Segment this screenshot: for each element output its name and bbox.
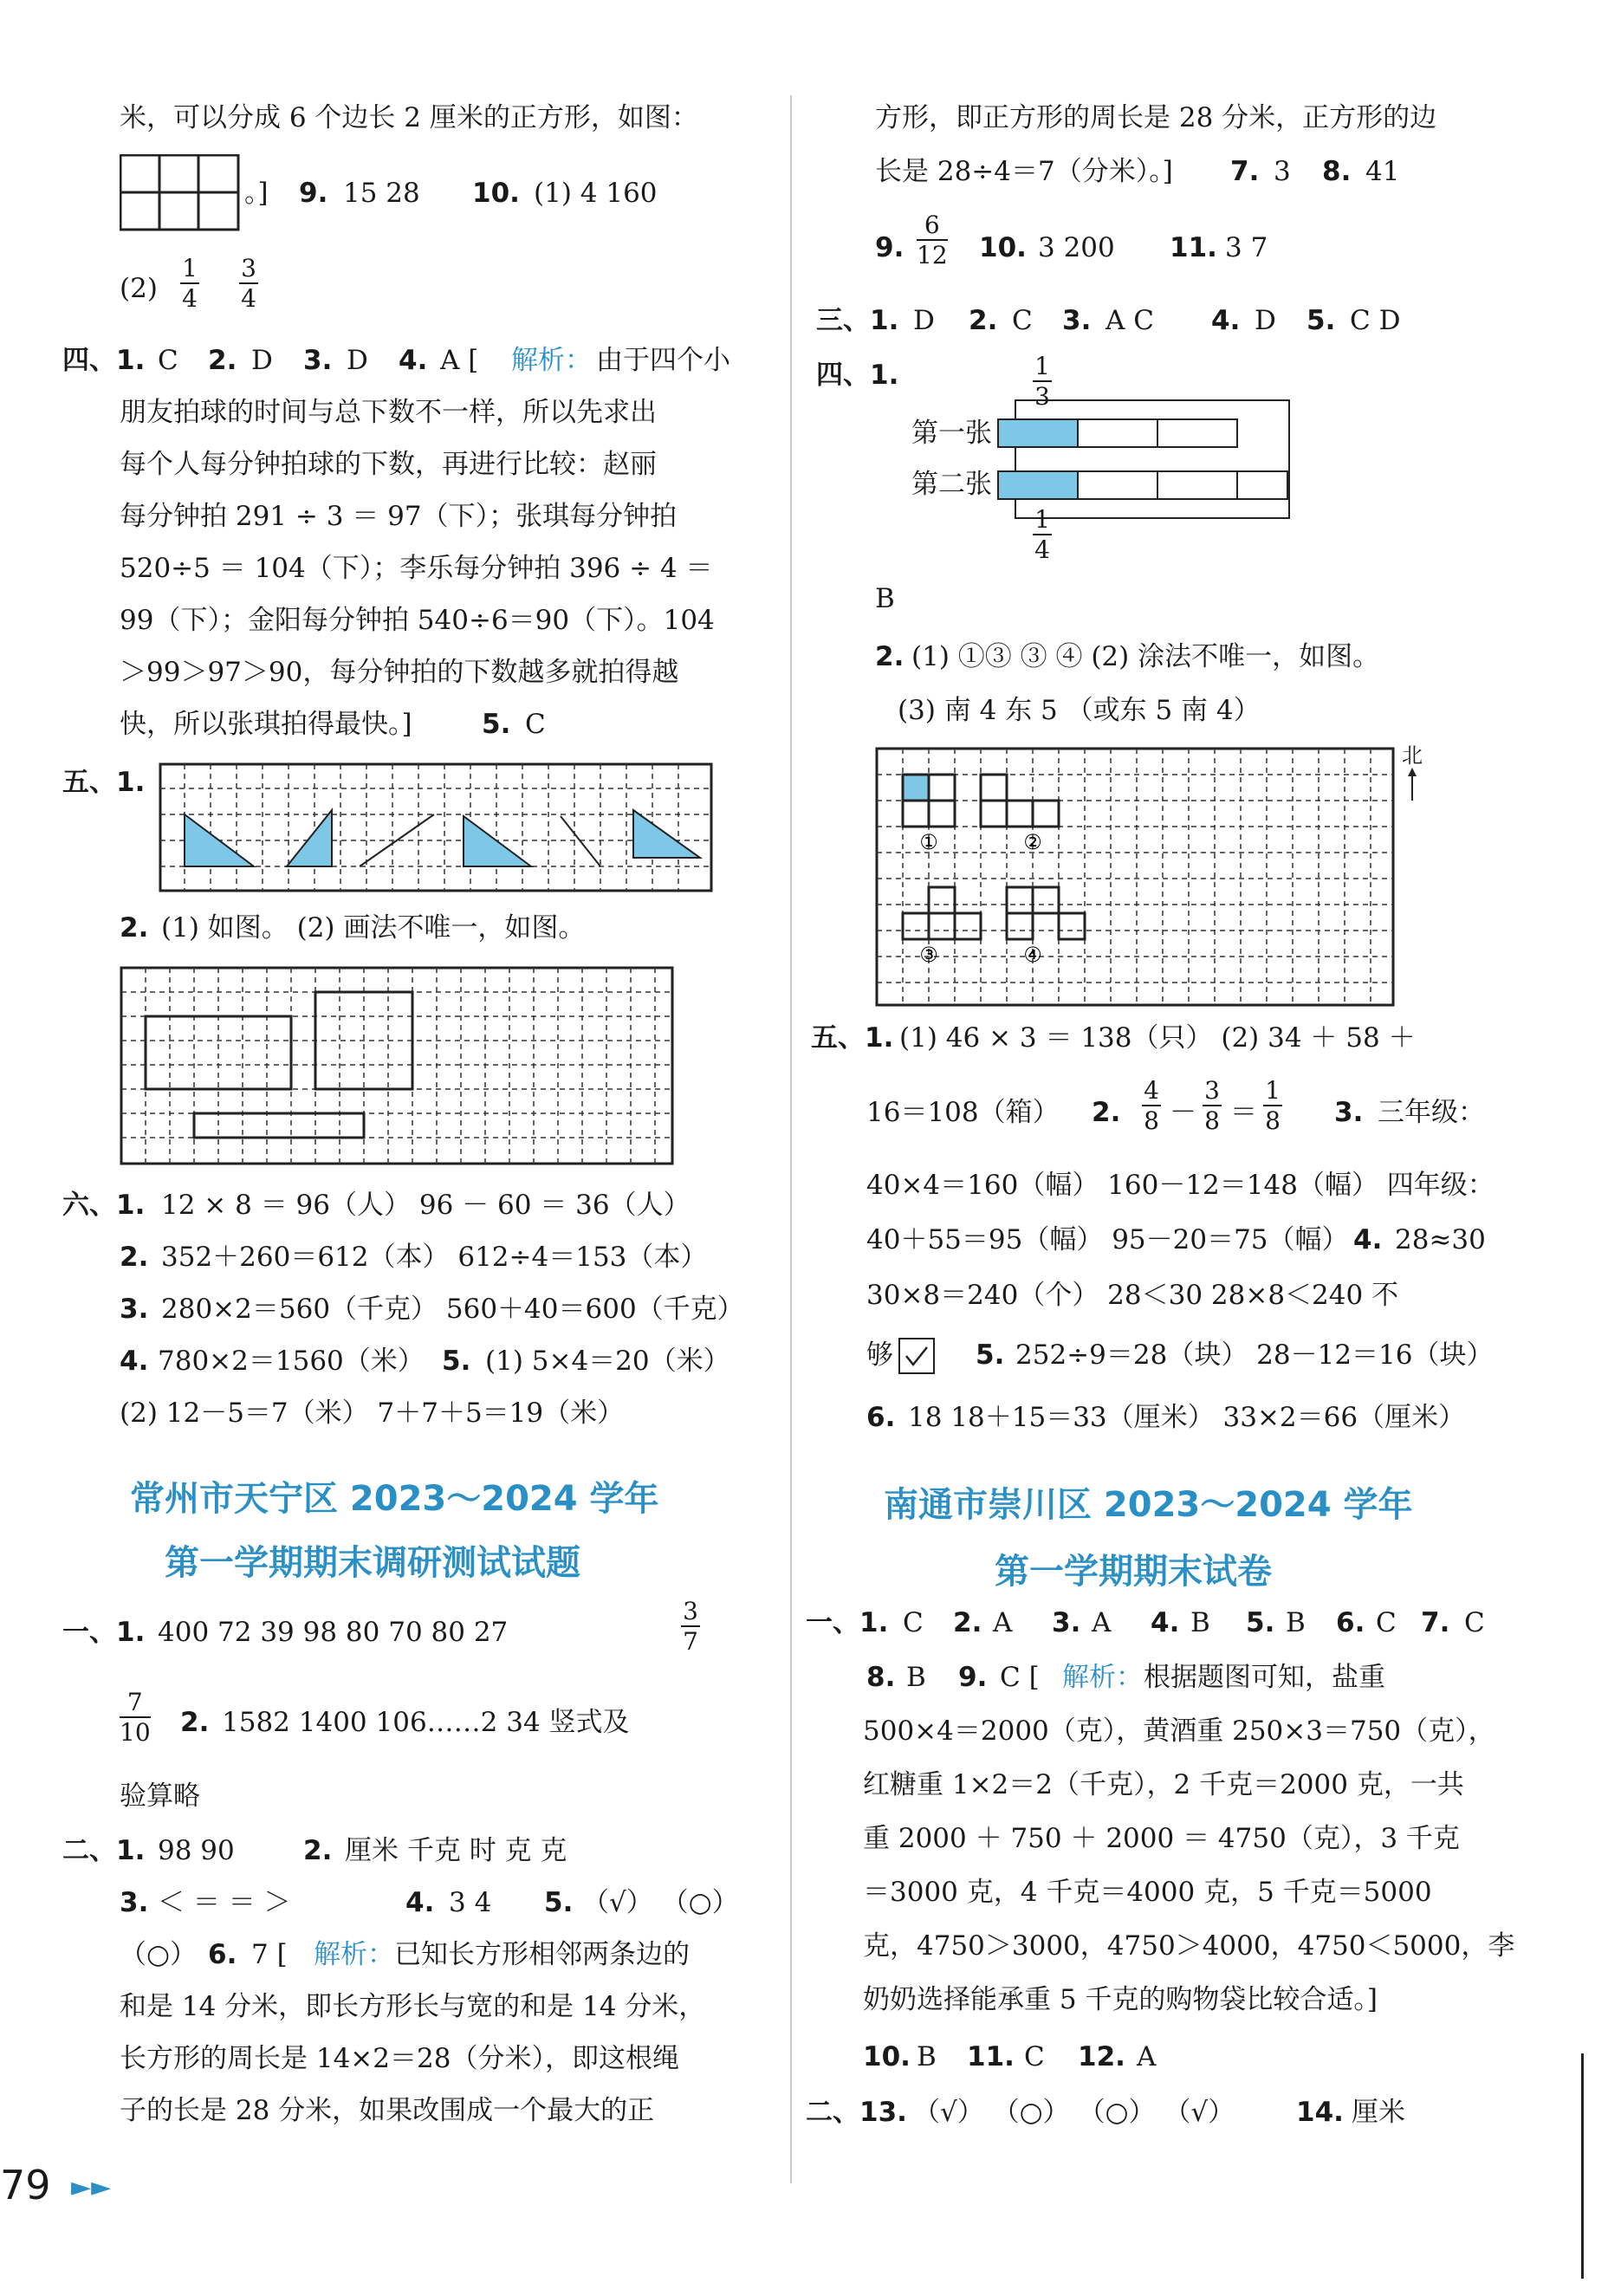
item-number: 14. [1296,2097,1344,2128]
item-number: 3. [1334,1097,1364,1128]
analysis-label: 解析： [1062,1662,1143,1693]
item-number: 11. [967,2041,1015,2072]
item-number: 8. [866,1662,896,1693]
item-number: 4. [399,345,428,376]
answer: C [ [1000,1662,1040,1693]
page-arrows-icon: ►► [71,2172,112,2202]
text-line: 由于四个小 [596,345,730,376]
text-line: (1) 如图。 (2) 画法不唯一，如图。 [161,912,586,944]
item-number: 7. [1421,1607,1450,1638]
answer: 15 28 [343,178,420,209]
text-line: 18 18＋15＝33（厘米） 33×2＝66（厘米） [908,1402,1466,1433]
shaded-part [998,419,1078,447]
text-line: 验算略 [120,1780,200,1812]
operator: ＝ [1230,1097,1257,1128]
item-number: 5. [442,1346,471,1377]
section-heading: 第一学期期末试卷 [995,1552,1272,1592]
answer: B [1286,1607,1306,1638]
item-number: 3. [120,1294,149,1325]
triangle-shape [464,816,531,866]
item-number: 2. [180,1707,210,1738]
fraction: $\frac{6}{12}$ [917,211,948,270]
answer: C [158,345,178,376]
fraction: $\frac{7}{10}$ [120,1688,151,1748]
item-number: 9. [299,178,328,209]
item-number: 2. [969,305,998,336]
answer: A [1137,2041,1157,2072]
answer: C [1464,1607,1485,1638]
checked-box-icon [898,1337,936,1375]
page-number: 79 [0,2162,51,2208]
shaded-square [903,775,929,801]
item-number: 7. [1230,156,1260,187]
item-number: 2. [208,345,237,376]
section-number: 一、1. [806,1607,889,1638]
text-line: 16＝108（箱） [866,1097,1060,1128]
shape-label: ② [1023,830,1042,854]
text-line: 够 [866,1339,893,1371]
section-number: 二、13. [806,2097,907,2128]
item-number: 2. [120,912,149,944]
answer: 3 [1274,156,1291,187]
answer: 厘米 [1352,2097,1405,2128]
coordinate-grid-figure [875,747,1395,1007]
text-line: 红糖重 1×2＝2（千克），2 千克＝2000 克，一共 [863,1769,1464,1800]
text-line: 奶奶选择能承重 5 千克的购物袋比较合适。] [863,1984,1378,2015]
text-line: 。] [244,178,269,209]
item-number: 3. [1052,1607,1081,1638]
item-number: 5. [976,1339,1005,1371]
answer: B [906,1662,926,1693]
answer: C [1012,305,1033,336]
text-line: 500×4＝2000（克），黄酒重 250×3＝750（克）， [863,1716,1495,1747]
text-line: ＝3000 克，4 千克＝4000 克，5 千克＝5000 [863,1877,1432,1908]
answer: C [1376,1607,1397,1638]
answer: 3 7 [1225,232,1268,263]
section-number: 四、1. [816,360,899,391]
section-heading: 第一学期期末调研测试试题 [165,1543,580,1583]
text-line: 方形，即正方形的周长是 28 分米，正方形的边 [875,102,1437,133]
answer-label: (2) [120,273,158,304]
triangle-shape [633,810,700,858]
text-line: 40＋55＝95（幅） 95－20＝75（幅） [866,1224,1349,1255]
text-line: 朋友拍球的时间与总下数不一样，所以先求出 [120,397,657,428]
answer: C D [1350,305,1401,336]
shape-label: ① [919,830,938,854]
section-number: 四、1. [62,345,146,376]
answer: ＜ ＝ ＝ ＞ [158,1887,291,1918]
section-number: 二、1. [62,1835,146,1866]
shape-label: ③ [919,943,938,967]
answer: （√） （○） （○） （√） [913,2097,1235,2128]
text-line: 30×8＝240（个） 28＜30 28×8＜240 不 [866,1280,1399,1311]
answer: D [347,345,368,376]
text-line: (2) 12－5＝7（米） 7＋7＋5＝19（米） [120,1398,625,1429]
triangle-shape [185,814,254,866]
item-number: 3. [303,345,333,376]
answer: 7 [ [251,1939,288,1970]
answer: D [251,345,273,376]
item-number: 10. [472,178,520,209]
shape-label: ④ [1023,943,1042,967]
section-number: 六、1. [62,1190,146,1221]
item-number: 2. [1092,1097,1121,1128]
answer: B [875,583,895,614]
fraction: $\frac{1}{4}$ [1033,507,1052,563]
item-number: 10. [979,232,1027,263]
item-number: 4. [405,1887,435,1918]
operator: － [1170,1097,1196,1128]
answer: C [903,1607,924,1638]
rectangle-shape [194,1113,364,1138]
text-line: 352＋260＝612（本） 612÷4＝153（本） [161,1242,708,1273]
item-number: 2. [875,641,904,672]
item-number: 5. [544,1887,574,1918]
rectangles-grid-figure [120,966,674,1165]
item-number: 9. [958,1662,988,1693]
text-line: 克，4750＞3000，4750＞4000，4750＜5000，李 [863,1930,1515,1962]
shaded-part [998,471,1078,499]
item-number: 9. [875,232,904,263]
answer: 98 90 [158,1835,235,1866]
item-number: 10. [863,2041,911,2072]
triangle-shape [287,810,332,866]
section-number: 三、1. [816,305,899,336]
answer: （○） [120,1939,198,1970]
analysis-label: 解析： [511,345,592,376]
text-line: 长是 28÷4＝7（分米）。] [875,156,1173,187]
answer: 3 200 [1038,232,1115,263]
answer: C [525,709,546,740]
item-number: 6. [1336,1607,1365,1638]
text-line: (1) 5×4＝20（米） [485,1346,730,1377]
text-line: 重 2000 ＋ 750 ＋ 2000 ＝ 4750（克），3 千克 [863,1823,1460,1854]
answer: 厘米 千克 时 克 克 [345,1835,567,1866]
text-line: ＞99＞97＞90，每分钟拍的下数越多就拍得越 [120,657,679,688]
text-line: 和是 14 分米，即长方形长与宽的和是 14 分米， [120,1991,706,2022]
text-line: (1) 46 × 3 ＝ 138（只） (2) 34 ＋ 58 ＋ [899,1022,1416,1054]
item-number: 5. [1306,305,1336,336]
item-number: 4. [120,1346,149,1377]
section-heading: 常州市天宁区 2023～2024 学年 [130,1479,659,1519]
item-number: 2. [303,1835,333,1866]
text-line: 252÷9＝28（块） 28－12＝16（块） [1015,1339,1494,1371]
column-divider [790,95,792,2183]
text-line: 三年级： [1378,1097,1485,1128]
fraction: $\frac{3}{7}$ [681,1599,700,1655]
text-line: 99（下）；金阳每分钟拍 540÷6＝90（下）。104 [120,605,715,636]
text-line: (1) ①③ ③ ④ (2) 涂法不唯一，如图。 [911,641,1380,672]
answer: D [1255,305,1276,336]
answer: A [ [440,345,479,376]
text-line: 根据题图可知，盐重 [1144,1662,1385,1693]
answer: B [1190,1607,1210,1638]
section-heading: 南通市崇川区 2023～2024 学年 [884,1485,1413,1525]
fraction: $\frac{1}{8}$ [1263,1078,1282,1134]
answer: (1) 4 160 [534,178,658,209]
answer: A C [1106,305,1154,336]
answer: 41 [1365,156,1400,187]
item-number: 6. [866,1402,896,1433]
item-number: 4. [1211,305,1241,336]
north-label: 北 [1402,743,1423,768]
triangles-grid-figure [159,762,713,892]
page-edge [1581,2053,1584,2279]
text-line: 40×4＝160（幅） 160－12＝148（幅） 四年级： [866,1170,1495,1201]
item-number: 5. [1246,1607,1275,1638]
fraction: $\frac{1}{4}$ [180,256,199,312]
answer: A [993,1607,1013,1638]
answer: A [1092,1607,1112,1638]
item-number: 4. [1353,1224,1383,1255]
answer: 28≈30 [1395,1224,1486,1255]
text-line: 长方形的周长是 14×2＝28（分米），即这根绳 [120,2043,679,2074]
item-number: 3. [1062,305,1092,336]
item-number: 3. [120,1887,149,1918]
fraction: $\frac{1}{3}$ [1033,353,1052,410]
item-number: 8. [1322,156,1352,187]
fraction: $\frac{3}{8}$ [1203,1078,1222,1134]
item-number: 4. [1151,1607,1180,1638]
text-line: 子的长是 28 分米，如果改围成一个最大的正 [120,2095,655,2126]
text-line: 每个人每分钟拍球的下数，再进行比较：赵丽 [120,449,657,480]
text-line: 每分钟拍 291 ÷ 3 ＝ 97（下）；张琪每分钟拍 [120,501,678,532]
answer: 1582 1400 106……2 34 竖式及 [222,1707,630,1738]
text-line: 米，可以分成 6 个边长 2 厘米的正方形，如图： [120,102,698,133]
item-number: 2. [953,1607,982,1638]
section-number: 五、1. [811,1022,894,1054]
item-number: 2. [120,1242,149,1273]
text-line: 520÷5 ＝ 104（下）；李乐每分钟拍 396 ÷ 4 ＝ [120,553,713,584]
analysis-label: 解析： [314,1939,394,1970]
answer: D [913,305,935,336]
section-number: 一、1. [62,1617,146,1648]
item-number: 11. [1170,232,1217,263]
fraction-bars-figure [996,399,1308,520]
text-line: 快，所以张琪拍得最快。] [120,709,412,740]
answer: 3 4 [449,1887,492,1918]
fraction: $\frac{4}{8}$ [1142,1078,1161,1134]
answer: B [917,2041,937,2072]
text-line: (3) 南 4 东 5 （或东 5 南 4） [898,695,1261,726]
section-number: 五、1. [62,767,146,798]
item-number: 6. [208,1939,237,1970]
text-line: 780×2＝1560（米） [158,1346,425,1377]
text-line: 12 × 8 ＝ 96（人） 96 － 60 ＝ 36（人） [161,1190,691,1221]
item-number: 12. [1078,2041,1125,2072]
north-arrow-icon [1404,768,1421,802]
fraction: $\frac{3}{4}$ [239,256,258,312]
answer: （√） （○） [582,1887,739,1918]
text-line: 已知长方形相邻两条边的 [394,1939,690,1970]
text-line: 280×2＝560（千克） 560＋40＝600（千克） [161,1294,744,1325]
item-number: 5. [482,709,511,740]
six-square-grid-figure [120,154,241,232]
answer: C [1024,2041,1045,2072]
bar-label: 第二张 [911,469,992,500]
answer: 400 72 39 98 80 70 80 27 [158,1617,509,1648]
bar-label: 第一张 [911,418,992,449]
